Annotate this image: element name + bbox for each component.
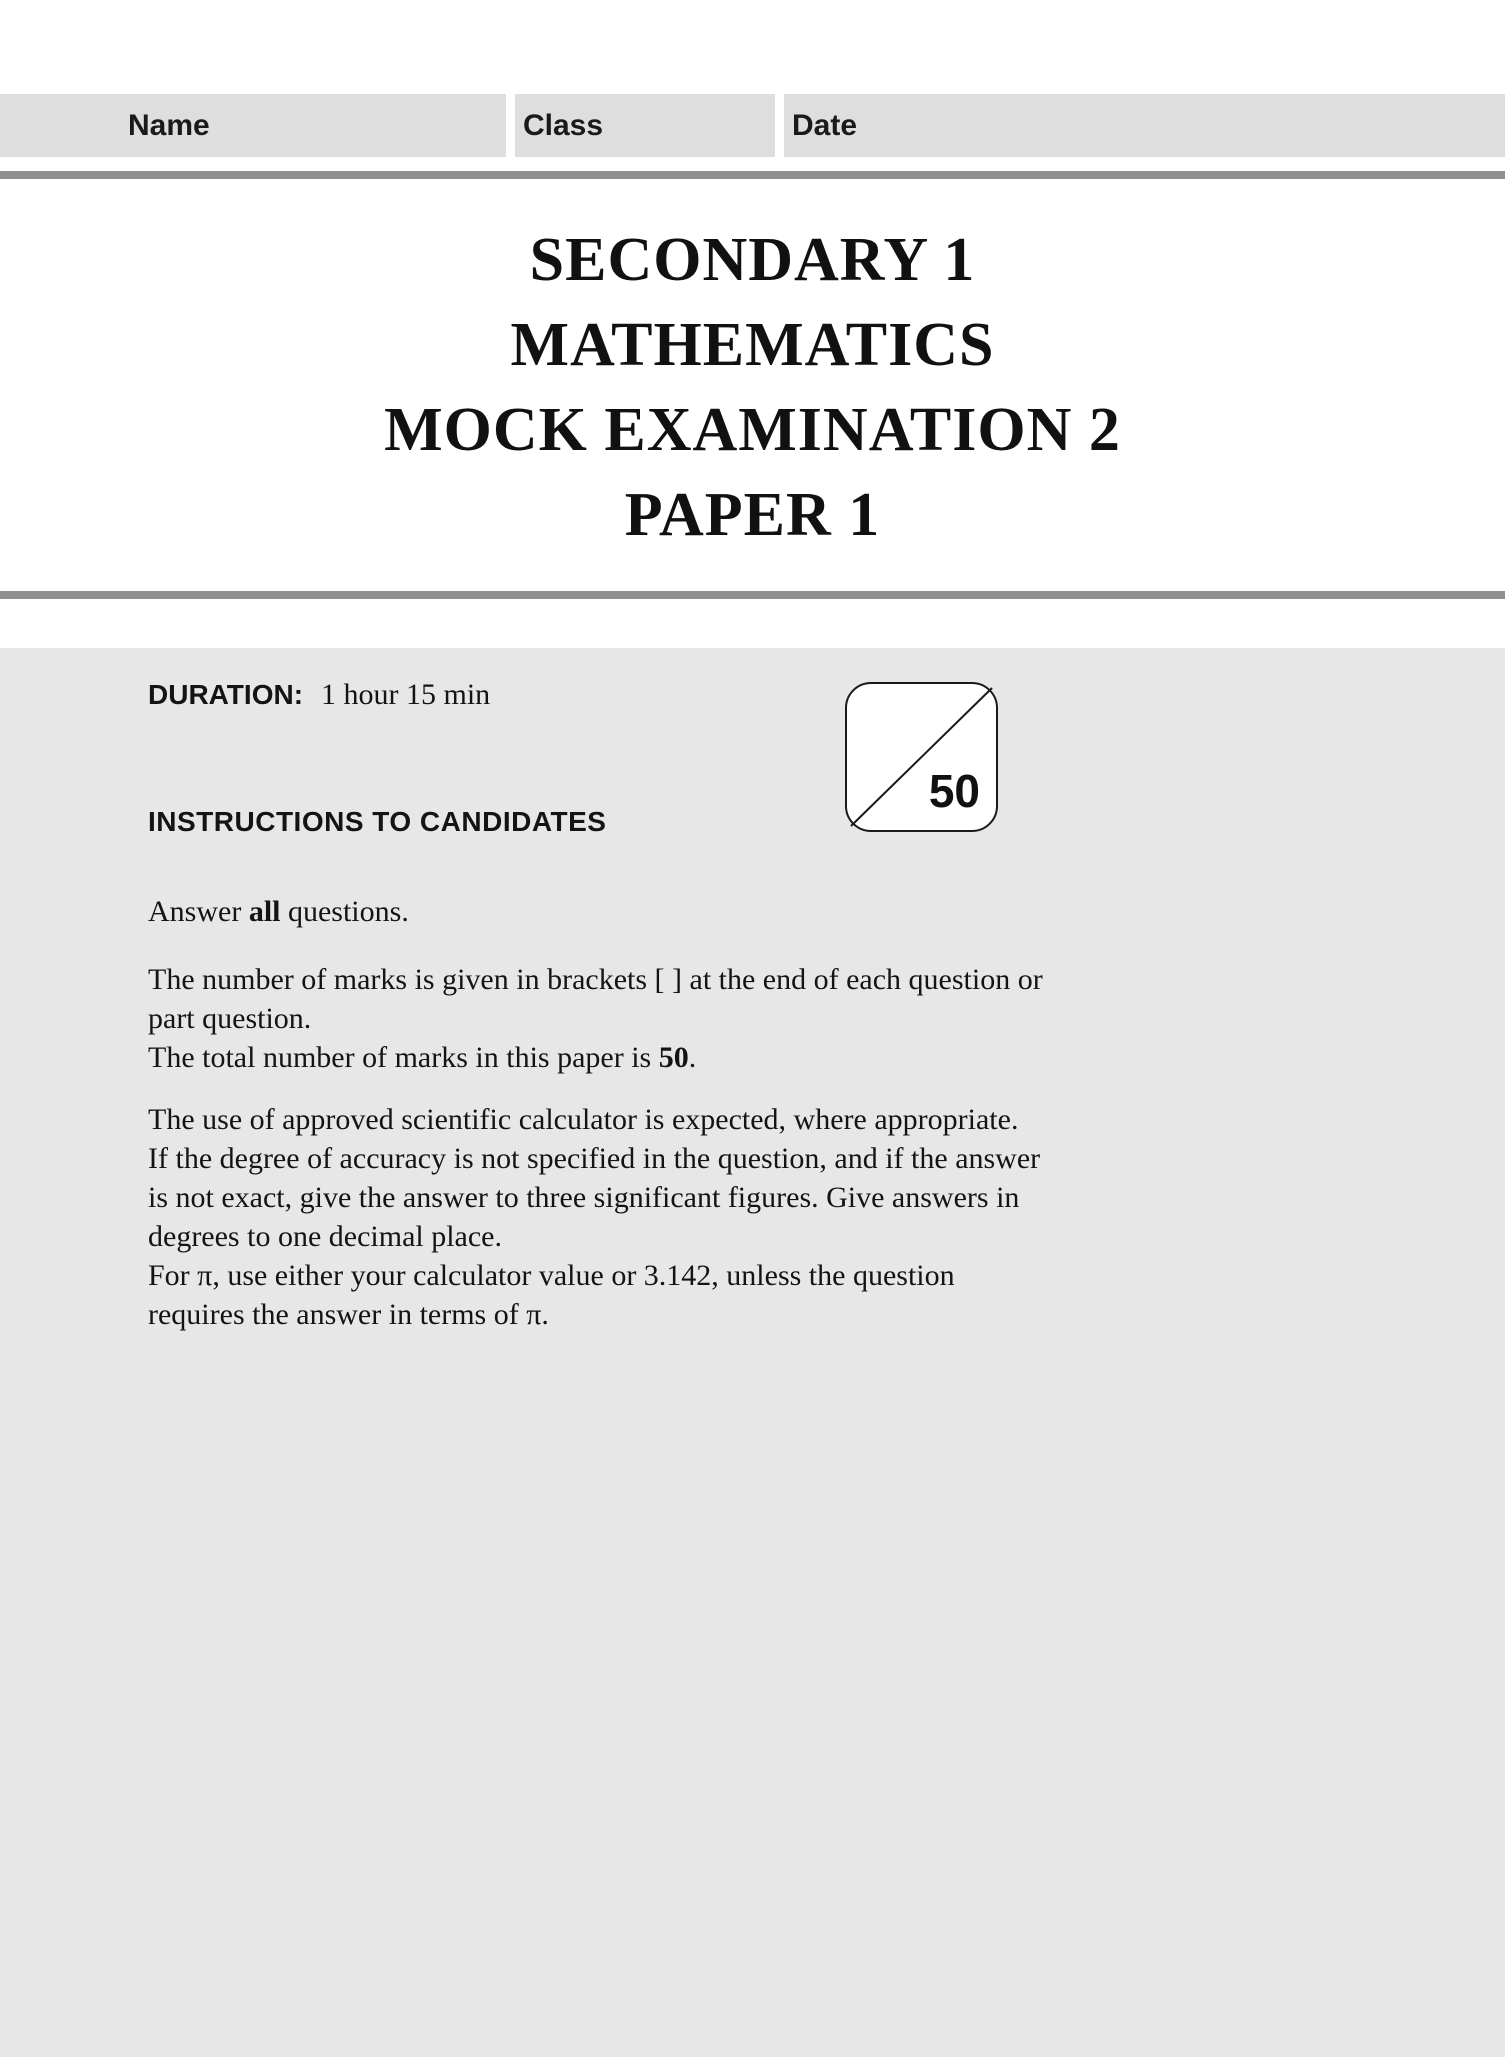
date-label: Date	[792, 108, 858, 142]
calculator-paragraph	[148, 1100, 1040, 1334]
marks-paragraph	[148, 960, 1043, 1077]
calc-line: The use of approved scientific calculator is expected, where appropriate.	[148, 1103, 1019, 1136]
band-divider	[775, 94, 784, 157]
calc-line: is not exact, give the answer to three significant figures. Give answers in	[148, 1181, 1020, 1214]
name-label: Name	[128, 108, 210, 142]
name-field	[0, 94, 506, 157]
duration-row	[148, 678, 490, 712]
class-field	[515, 94, 775, 157]
total-pre: The total number of marks in this paper is	[148, 1041, 659, 1074]
title-line-paper: PAPER 1	[624, 481, 881, 549]
marks-line: The number of marks is given in brackets [ ] at the end of each question or	[148, 963, 1043, 996]
title-line-exam: MOCK EXAMINATION 2	[384, 396, 1121, 464]
exam-title	[0, 218, 1505, 558]
instructions-panel	[0, 648, 1505, 2057]
class-label: Class	[523, 108, 604, 142]
duration-value: 1 hour 15 min	[321, 678, 491, 711]
student-info-band	[0, 94, 1505, 157]
top-divider-rule	[0, 171, 1505, 179]
calc-line: If the degree of accuracy is not specified in the question, and if the answer	[148, 1142, 1041, 1175]
score-box	[845, 682, 998, 832]
marks-line: part question.	[148, 1002, 312, 1035]
band-divider	[506, 94, 515, 157]
answer-pre: Answer	[148, 895, 249, 928]
calc-line: degrees to one decimal place.	[148, 1220, 502, 1253]
total-marks: 50	[928, 765, 980, 817]
answer-post: questions.	[280, 895, 409, 928]
duration-label: DURATION:	[148, 679, 304, 710]
instructions-heading: INSTRUCTIONS TO CANDIDATES	[148, 806, 607, 837]
calc-line: For π, use either your calculator value or 3.142, unless the question	[148, 1259, 955, 1292]
title-line-level: SECONDARY 1	[529, 226, 976, 294]
answer-bold: all	[248, 895, 281, 928]
total-post: .	[688, 1041, 697, 1074]
middle-divider-rule	[0, 591, 1505, 599]
total-marks-line	[148, 1038, 1043, 1077]
date-field	[784, 94, 1505, 157]
calc-line: requires the answer in terms of π.	[148, 1298, 549, 1331]
answer-all-paragraph	[148, 892, 409, 931]
total-bold: 50	[658, 1041, 689, 1074]
title-line-subject: MATHEMATICS	[510, 311, 995, 379]
